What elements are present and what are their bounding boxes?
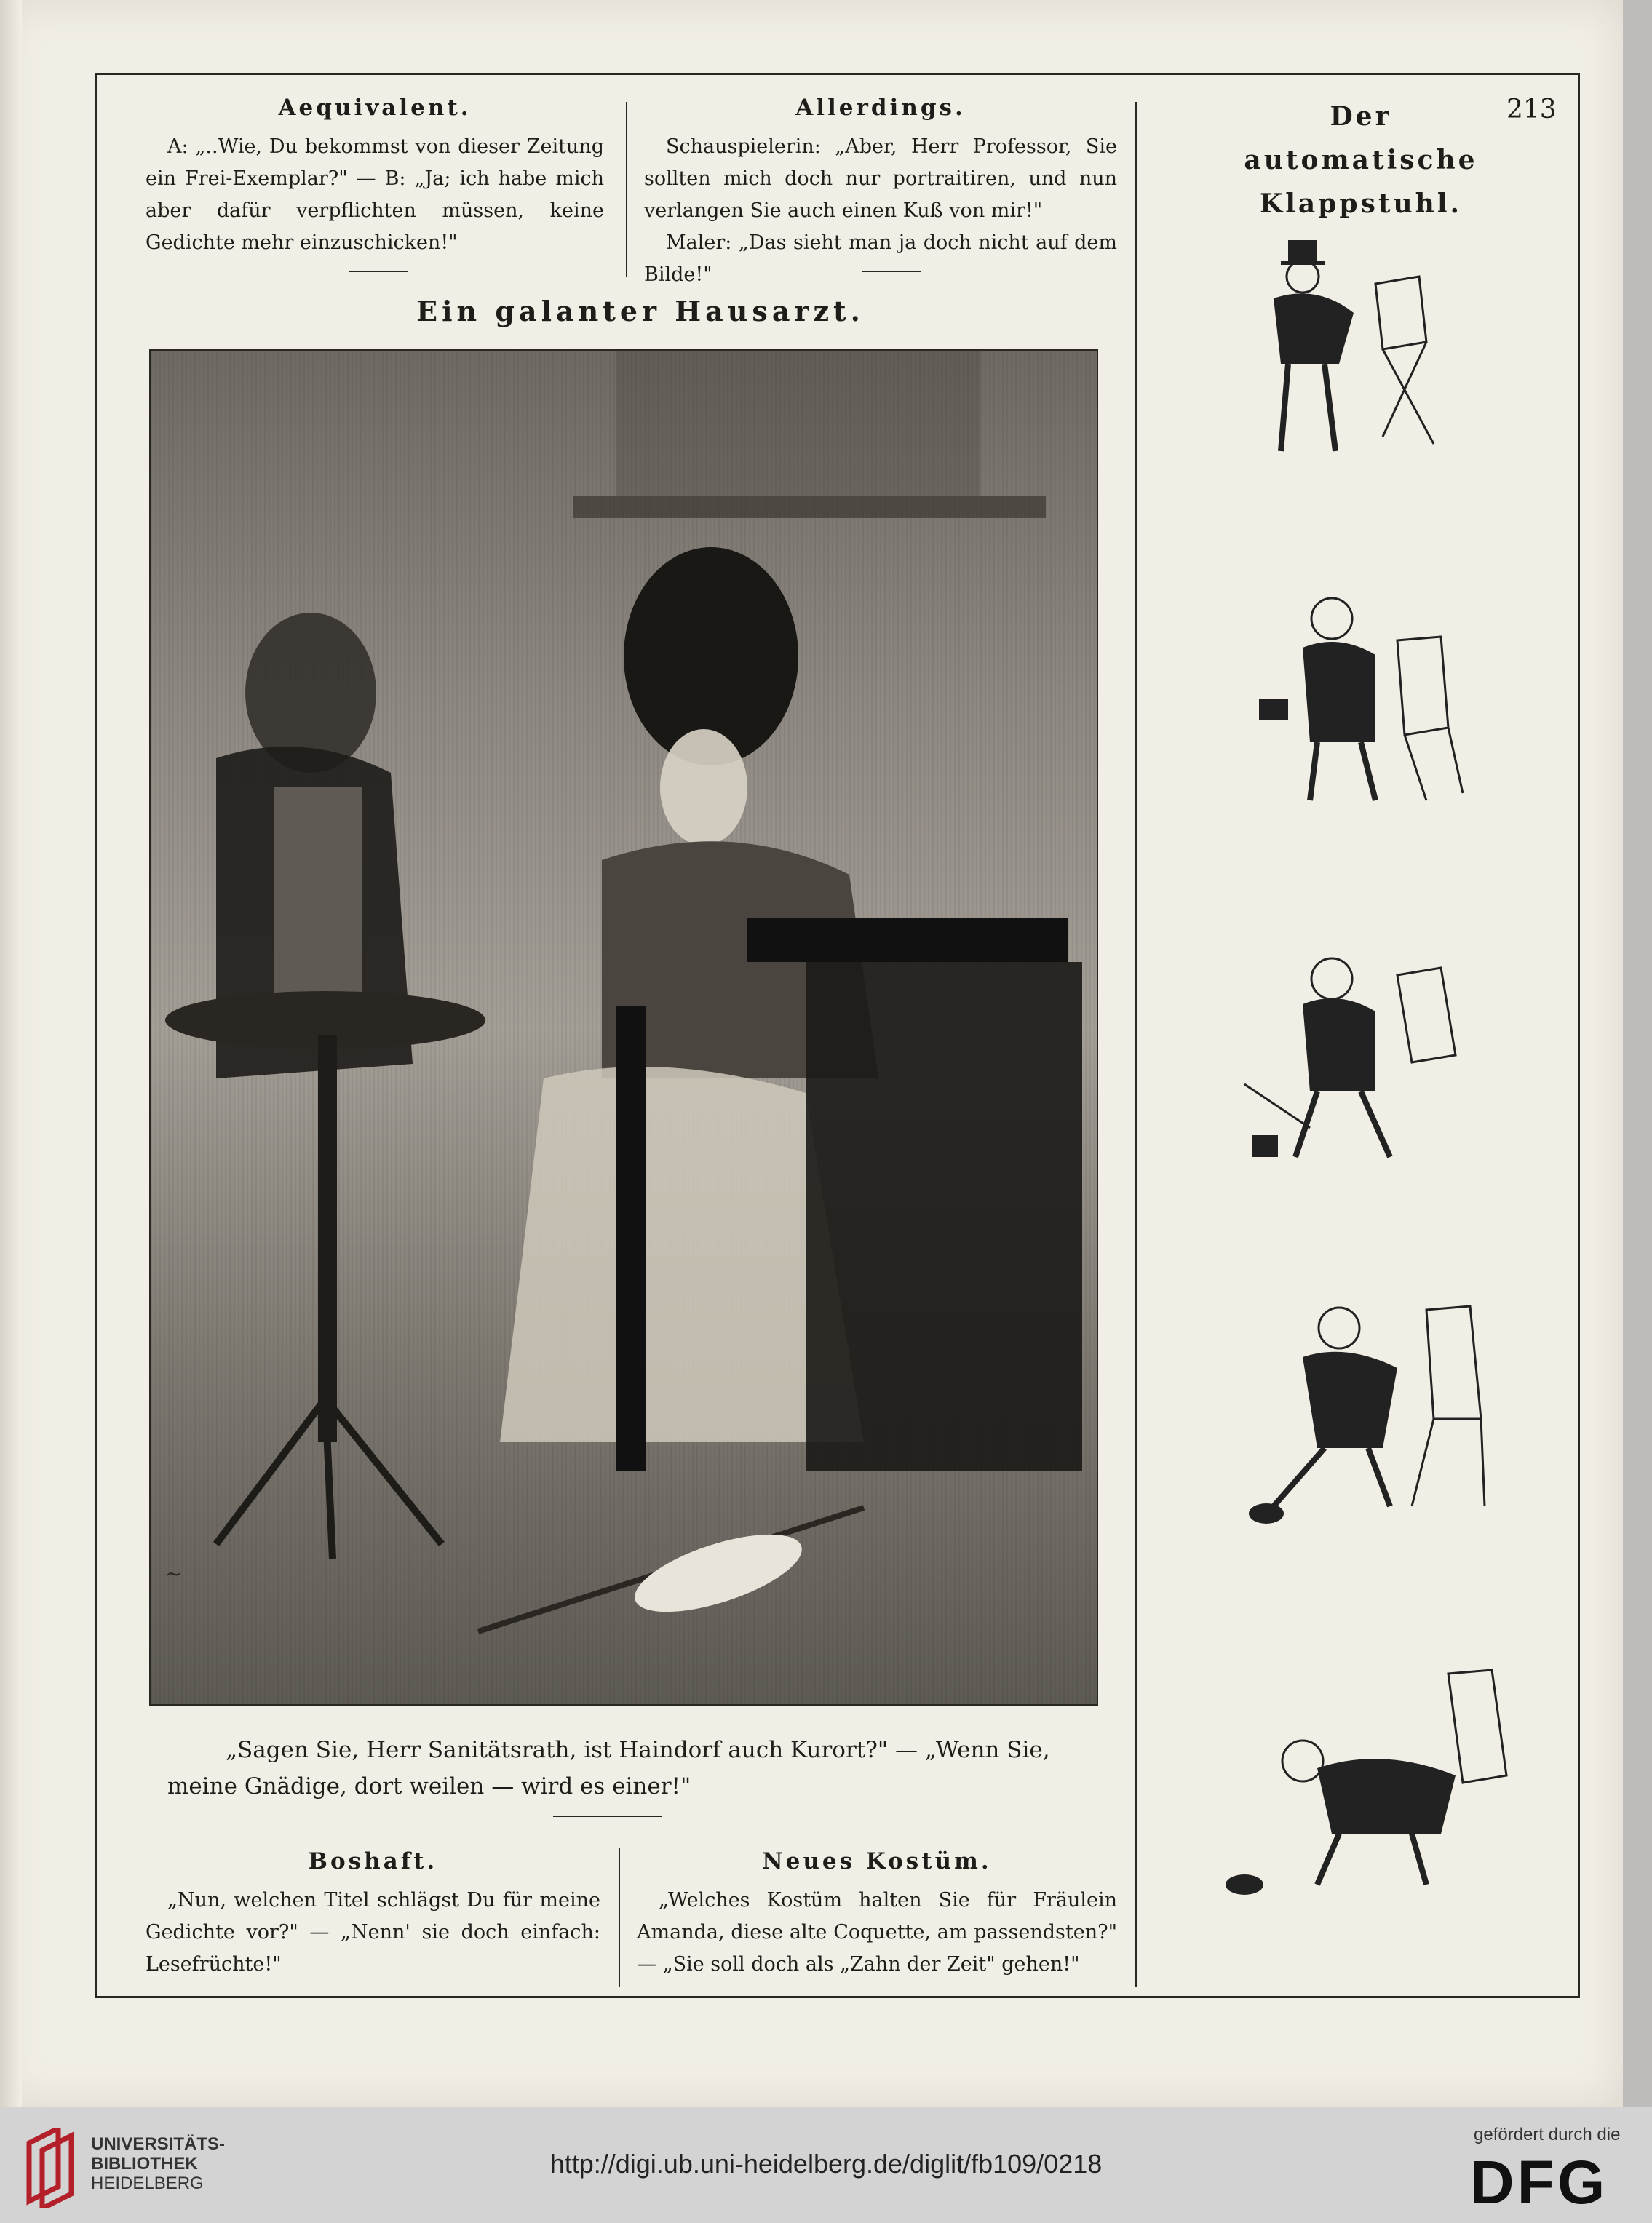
text-allerdings-1: Schauspielerin: „Aber, Herr Professor, Sie sollten mich doch nur portraitiren, und nun verlangen Sie auch einen Kuß von mir!" [644, 135, 1117, 222]
text-boshaft: „Nun, welchen Titel schlägst Du für meine Gedichte vor?" — „Nenn' sie doch einfach: Lesefrüchte!" [146, 1889, 600, 1976]
library-name-line3: HEIDELBERG [91, 2174, 204, 2193]
illustration-caption [167, 1732, 1113, 1805]
book-spine-shadow [0, 0, 22, 2107]
engraving-doctor-and-lady [149, 349, 1098, 1706]
library-name-line2: BIBLIOTHEK [91, 2154, 198, 2174]
top-column-divider-left [626, 102, 627, 277]
cartoon-panel-1 [1208, 233, 1528, 473]
cartoon-panel-4 [1208, 1295, 1528, 1535]
bottom-column-divider [619, 1848, 620, 1987]
digital-library-footer [0, 2107, 1652, 2223]
sidebar-title [1157, 95, 1565, 226]
cartoon-panel-2 [1208, 582, 1528, 822]
column-neues-kostuem [637, 1848, 1117, 1981]
cartoon-panel-5 [1208, 1666, 1528, 1906]
section-rule [862, 271, 921, 272]
cartoon-man-falling [1208, 1295, 1528, 1535]
column-aequivalent [146, 95, 604, 259]
digital-object-url[interactable]: http://digi.ub.uni-heidelberg.de/diglit/fb109/0218 [549, 2149, 1103, 2179]
dfg-logo: DFG [1470, 2148, 1608, 2216]
heading-neues-kostuem: Neues Kostüm. [762, 1848, 992, 1874]
heading-allerdings: Allerdings. [795, 95, 966, 121]
text-neues-kostuem: „Welches Kostüm halten Sie für Fräulein Amanda, diese alte Coquette, am passendsten?" — „Sie soll doch als „Zahn der Zeit" gehen!" [637, 1889, 1117, 1976]
cartoon-man-unfolding-chair [1208, 233, 1528, 473]
sidebar-divider [1135, 102, 1137, 1987]
engraving-drawing [151, 351, 1097, 1704]
column-boshaft [146, 1848, 600, 1981]
cartoon-man-sitting-down [1208, 582, 1528, 822]
heading-aequivalent: Aequivalent. [278, 95, 472, 121]
text-allerdings-2: Maler: „Das sieht man ja doch nicht auf dem Bilde!" [644, 231, 1117, 286]
cartoon-chair-folding [1208, 946, 1528, 1186]
caption-line-2: meine Gnädige, dort weilen — wird es einer!" [167, 1773, 691, 1800]
library-name-line1: UNIVERSITÄTS- [91, 2134, 226, 2154]
cartoon-panel-3 [1208, 946, 1528, 1186]
sidebar-title-line1: Der [1330, 101, 1392, 132]
funded-by-label: gefördert durch die [1474, 2125, 1621, 2144]
column-allerdings [644, 95, 1117, 291]
illustration-title: Ein galanter Hausarzt. [416, 295, 865, 327]
caption-line-1: „Sagen Sie, Herr Sanitätsrath, ist Haindorf auch Kurort?" — „Wenn Sie, [226, 1737, 1050, 1763]
section-rule [553, 1816, 662, 1817]
cartoon-man-fallen [1208, 1666, 1528, 1906]
section-rule [349, 271, 408, 272]
text-aequivalent: A: „..Wie, Du bekommst von dieser Zeitung ein Frei-Exemplar?" — B: „Ja; ich habe mich aber dafür verpflichten müssen, keine Gedichte mehr einzuschicken!" [146, 135, 604, 254]
sidebar-title-line2: automatische Klappstuhl. [1244, 145, 1478, 219]
page-number: 213 [1506, 95, 1557, 124]
svg-text:~: ~ [165, 1562, 183, 1586]
heading-boshaft: Boshaft. [308, 1848, 438, 1874]
